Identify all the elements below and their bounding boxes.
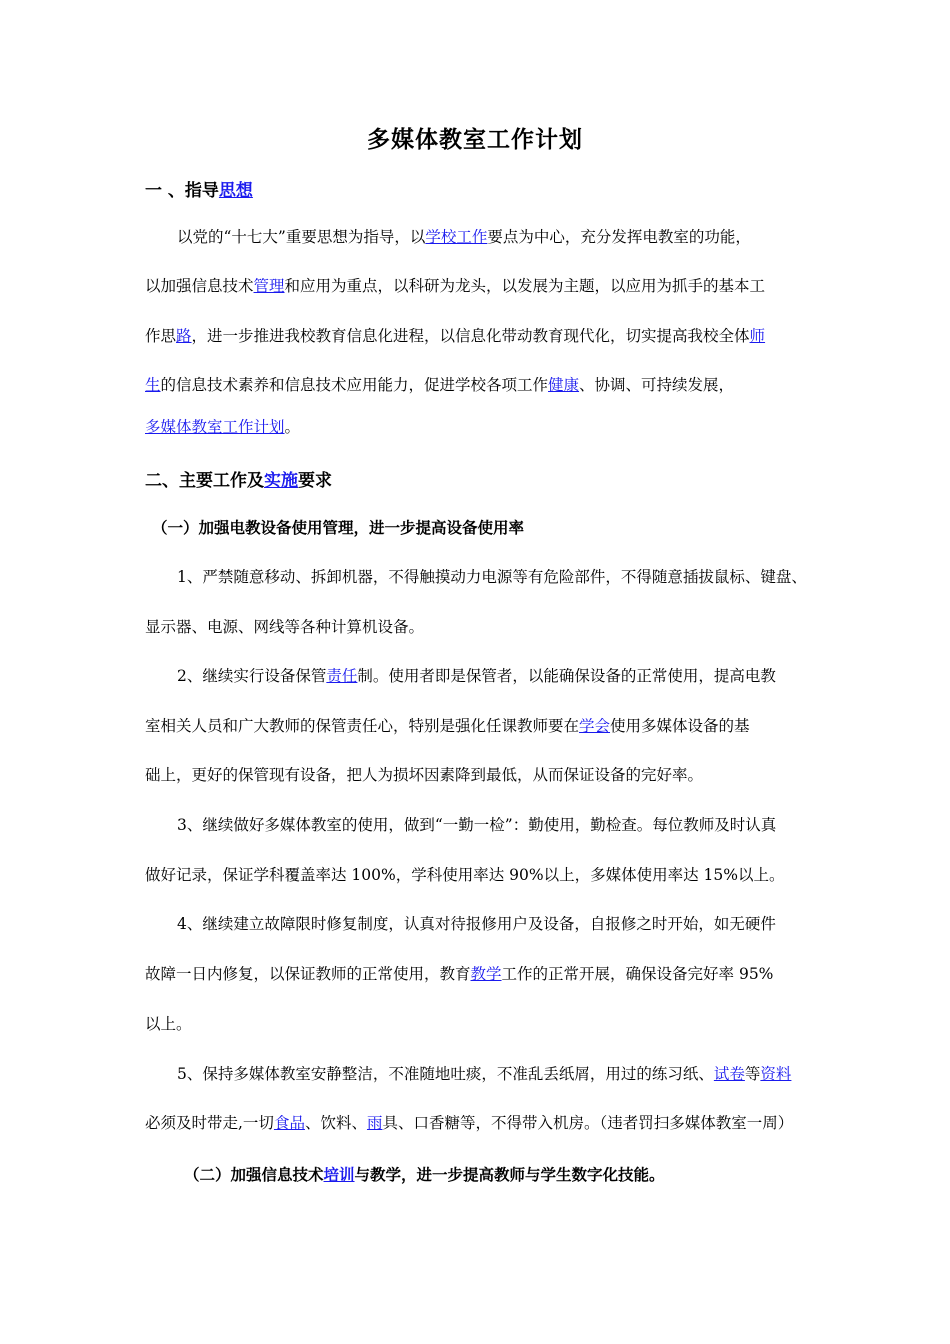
- paragraph-line: [177, 566, 807, 588]
- link-sheng[interactable]: 生: [145, 376, 161, 394]
- section-heading-main-work: [145, 466, 332, 491]
- text: 1、严禁随意移动、拆卸机器，不得触摸动力电源等有危险部件，不得随意插拔鼠标、键盘、: [177, 568, 807, 586]
- link-sixiang[interactable]: 思想: [218, 181, 253, 201]
- paragraph-line: [177, 226, 751, 248]
- link-health[interactable]: 健康: [548, 376, 580, 394]
- text: 。: [284, 418, 301, 436]
- text: 必须及时带走,一切: [145, 1114, 274, 1132]
- heading-text: 二、主要工作及: [145, 471, 264, 491]
- link-lu[interactable]: 路: [176, 327, 192, 345]
- link-learn[interactable]: 学会: [579, 717, 611, 735]
- text: 具、口香糖等，不得带入机房。（违者罚扫多媒体教室一周）: [382, 1114, 794, 1132]
- link-school-work[interactable]: 学校工作: [425, 228, 488, 246]
- text: 做好记录，保证学科覆盖率达 100%，学科使用率达 90%以上，多媒体使用率达 15%以上。: [145, 866, 785, 884]
- heading-text: 要求: [298, 471, 332, 491]
- link-multimedia-plan[interactable]: 多媒体教室工作计划: [145, 418, 285, 436]
- text: 础上，更好的保管现有设备，把人为损坏因素降到最低，从而保证设备的完好率。: [145, 766, 704, 784]
- paragraph-line: [145, 325, 765, 347]
- text: 以党的“十七大”重要思想为指导，以: [177, 228, 426, 246]
- text: 显示器、电源、网线等各种计算机设备。: [145, 618, 425, 636]
- text: 等: [744, 1065, 761, 1083]
- paragraph-line: [177, 913, 776, 935]
- link-exam-papers[interactable]: 试卷: [713, 1065, 745, 1083]
- paragraph-line: [145, 416, 300, 438]
- text: 室相关人员和广大教师的保管责任心，特别是强化任课教师要在: [145, 717, 580, 735]
- text: 2、继续实行设备保管: [177, 667, 327, 685]
- paragraph-line: [145, 1013, 192, 1035]
- subsection-heading-1: （一）加强电教设备使用管理，进一步提高设备使用率: [152, 518, 525, 537]
- paragraph-line: [145, 374, 734, 396]
- paragraph-line: [177, 1063, 791, 1085]
- text: 故障一日内修复，以保证教师的正常使用，教育: [145, 965, 471, 983]
- page-title: 多媒体教室工作计划: [367, 126, 583, 153]
- text: 3、继续做好多媒体教室的使用，做到“一勤一检”：勤使用，勤检查。每位教师及时认真: [177, 816, 777, 834]
- paragraph-line: [145, 275, 765, 297]
- link-responsibility[interactable]: 责任: [326, 667, 358, 685]
- link-food[interactable]: 食品: [273, 1114, 305, 1132]
- paragraph-line: [145, 764, 703, 786]
- text: ，进一步推进我校教育信息化进程，以信息化带动教育现代化，切实提高我校全体: [191, 327, 750, 345]
- paragraph-line: [145, 963, 773, 985]
- text: 的信息技术素养和信息技术应用能力，促进学校各项工作: [160, 376, 549, 394]
- link-rain[interactable]: 雨: [366, 1114, 383, 1132]
- paragraph-line: [145, 864, 785, 886]
- paragraph-line: [145, 1112, 793, 1134]
- text: 和应用为重点，以科研为龙头，以发展为主题，以应用为抓手的基本工: [284, 277, 766, 295]
- text: 作思: [145, 327, 177, 345]
- text: 、饮料、: [304, 1114, 367, 1132]
- text: 、协调、可持续发展，: [579, 376, 735, 394]
- text: 要点为中心，充分发挥电教室的功能，: [487, 228, 751, 246]
- heading-text: （二）加强信息技术: [184, 1165, 324, 1184]
- heading-text: 一 、指导: [145, 181, 219, 201]
- paragraph-line: [177, 665, 776, 687]
- text: 以上。: [145, 1015, 192, 1033]
- link-materials[interactable]: 资料: [760, 1065, 792, 1083]
- text: 5、保持多媒体教室安静整洁，不准随地吐痰，不准乱丢纸屑，用过的练习纸、: [177, 1065, 714, 1083]
- link-training[interactable]: 培训: [323, 1165, 355, 1184]
- link-shi[interactable]: 师: [749, 327, 766, 345]
- text: 工作的正常开展，确保设备完好率 95%: [501, 965, 774, 983]
- text: 使用多媒体设备的基: [610, 717, 750, 735]
- link-shishi[interactable]: 实施: [264, 471, 298, 491]
- text: 以加强信息技术: [145, 277, 254, 295]
- paragraph-line: [145, 616, 424, 638]
- subsection-heading-2: [184, 1163, 665, 1185]
- link-teaching[interactable]: 教学: [470, 965, 502, 983]
- link-management[interactable]: 管理: [253, 277, 285, 295]
- paragraph-line: [145, 715, 750, 737]
- text: 制。使用者即是保管者，以能确保设备的正常使用，提高电教: [357, 667, 776, 685]
- text: 4、继续建立故障限时修复制度，认真对待报修用户及设备，自报修之时开始，如无硬件: [177, 915, 776, 933]
- paragraph-line: [177, 814, 776, 836]
- section-heading-guiding-thought: [145, 176, 253, 201]
- heading-text: 与教学，进一步提高教师与学生数字化技能。: [354, 1165, 665, 1184]
